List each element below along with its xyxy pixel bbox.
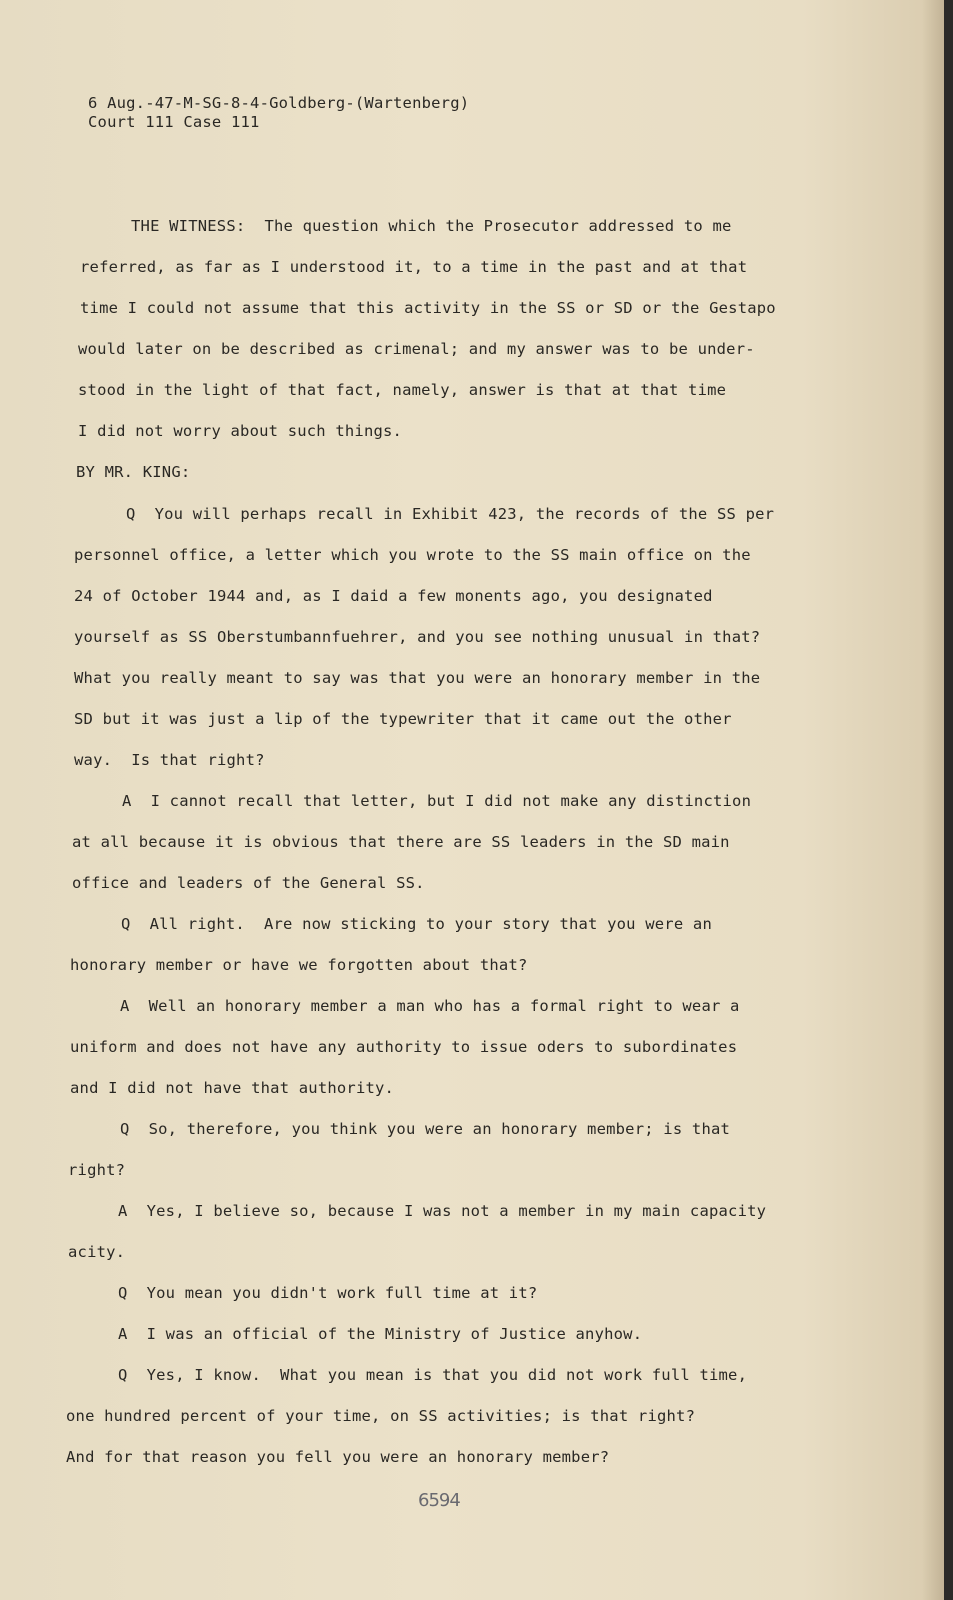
transcript-line: uniform and does not have any authority to issue oders to subordinates [70,1038,738,1056]
question-line: Q You mean you didn't work full time at it? [118,1284,538,1302]
transcript-line: right? [68,1161,126,1179]
question-line: Q Yes, I know. What you mean is that you did not work full time, [118,1366,748,1384]
answer-line: A I cannot recall that letter, but I did not make any distinction [122,792,752,810]
transcript-line: time I could not assume that this activity in the SS or SD or the Gestapo [80,299,776,317]
transcript-line: yourself as SS Oberstumbannfuehrer, and you see nothing unusual in that? [74,628,761,646]
transcript-line: And for that reason you fell you were an honorary member? [66,1448,610,1466]
answer-line: A Well an honorary member a man who has a formal right to wear a [120,997,740,1015]
transcript-line: acity. [68,1243,126,1261]
transcript-line: referred, as far as I understood it, to a time in the past and at that [80,258,748,276]
transcript-line: stood in the light of that fact, namely, answer is that at that time [78,381,727,399]
transcript-line: office and leaders of the General SS. [72,874,425,892]
transcript-line: and I did not have that authority. [70,1079,395,1097]
transcript-line: way. Is that right? [74,751,265,769]
transcript-line: THE WITNESS: The question which the Prosecutor addressed to me [131,217,732,235]
transcript-line: would later on be described as crimenal; and my answer was to be under- [78,340,755,358]
question-line: Q You will perhaps recall in Exhibit 423, the records of the SS per [126,505,775,523]
transcript-line: one hundred percent of your time, on SS activities; is that right? [66,1407,696,1425]
speaker-heading: BY MR. KING: [76,463,191,481]
transcript-line: personnel office, a letter which you wrote to the SS main office on the [74,546,751,564]
answer-line: A I was an official of the Ministry of Justice anyhow. [118,1325,643,1343]
header-line-2: Court 111 Case 111 [88,113,260,131]
transcript-line: honorary member or have we forgotten about that? [70,956,528,974]
transcript-line: What you really meant to say was that you were an honorary member in the [74,669,761,687]
transcript-line: 24 of October 1944 and, as I daid a few monents ago, you designated [74,587,713,605]
question-line: Q So, therefore, you think you were an honorary member; is that [120,1120,731,1138]
header-line-1: 6 Aug.-47-M-SG-8-4-Goldberg-(Wartenberg) [88,94,470,112]
transcript-line: I did not worry about such things. [78,422,403,440]
question-line: Q All right. Are now sticking to your story that you were an [121,915,712,933]
transcript-line: at all because it is obvious that there are SS leaders in the SD main [72,833,730,851]
document-header [88,94,469,132]
page-number: 6594 [418,1490,460,1511]
answer-line: A Yes, I believe so, because I was not a member in my main capacity [118,1202,767,1220]
transcript-line: SD but it was just a lip of the typewriter that it came out the other [74,710,732,728]
